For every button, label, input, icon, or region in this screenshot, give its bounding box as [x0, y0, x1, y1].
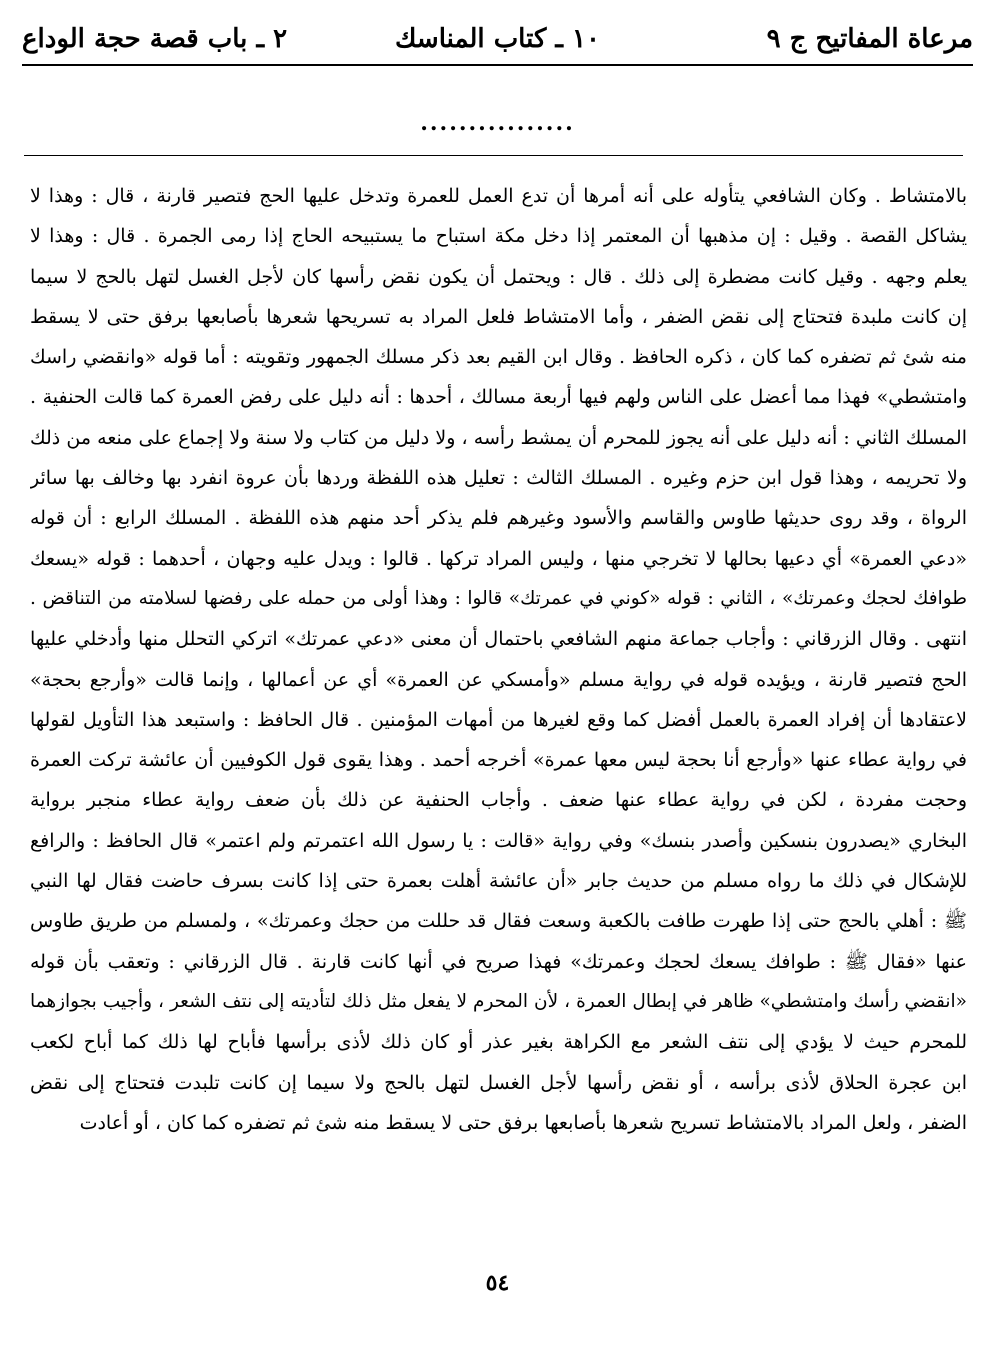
text-line-3: يعلم وجهه . وقيل كانت مضطرة إلى ذلك . قال : ويحتمل أن يكون نقض رأسها كان لأجل الغسل لتهل بالحج لا سيما	[30, 265, 967, 288]
text-line-21: «انقضي رأسك وامتشطي» ظاهر في إبطال العمرة ، لأن المحرم لا يفعل مثل ذلك لتأديته إلى نتف الشعر ، وأجيب بجوازهما	[30, 990, 967, 1012]
text-line-15: في رواية عطاء عنها «وأرجع أنا بحجة ليس معها عمرة» أخرجه أحمد . وهذا يقوى قول الكوفيين أن عائشة تركت العمرة	[30, 749, 967, 772]
text-line-12: انتهى . وقال الزرقاني : وأجاب جماعة منهم الشافعي باحتمال أن معنى «دعي عمرتك» اتركي التحلل منها وأدخلي عليها	[30, 628, 967, 651]
header-book-title: مرعاة المفاتيح ج ٩	[766, 24, 973, 54]
body-rule	[24, 155, 963, 156]
text-line-22: للمحرم حيث لا يؤدي إلى نتف الشعر مع الكراهة بغير عذر أو كان ذلك لأذى برأسها فأباح لها ذلك كما أباح لكعب	[30, 1031, 967, 1054]
text-line-4: إن كانت ملبدة فتحتاج إلى نقض الضفر ، وأما الامتشاط فلعل المراد به تسريحها شعرها بأصابعها برفق حتى لا يسقط	[30, 305, 967, 328]
text-line-13: الحج فتصير قارنة ، ويؤيده قوله في رواية مسلم «وأمسكي عن العمرة» أي عن أعمالها ، وإنما قالت «وأرجع بحجة»	[30, 668, 967, 691]
text-line-17: البخاري «يصدرون بنسكين وأصدر بنسك» وفي رواية «قالت : يا رسول الله اعتمرتم ولم اعتمر» قال الحافظ : والرافع	[30, 829, 967, 852]
running-header	[22, 18, 973, 62]
text-line-9: الرواة ، وقد روى حديثها طاوس والقاسم والأسود وغيرهم فلم يذكر أحد منهم هذه اللفظة . المسلك الرابع : أن قوله	[30, 507, 967, 530]
text-line-10: «دعي العمرة» أي دعيها بحالها لا تخرجي منها ، وليس المراد تركها . قالوا : ويدل عليه وجهان ، أحدهما : قوله «يسعك	[30, 547, 967, 570]
text-line-5: منه شئ ثم تضفره كما كان ، ذكره الحافظ . وقال ابن القيم بعد ذكر مسلك الجمهور وتقويته : أما قوله «وانقضي راسك	[30, 346, 967, 369]
text-line-2: يشاكل القصة . وقيل : إن مذهبها أن المعتمر إذا دخل مكة استباح ما يستبيحه الحاج إذا رمى الجمرة . قال : وهذا لا	[30, 225, 967, 248]
page-number: ٥٤	[485, 1270, 510, 1296]
header-book-chapter: ١٠ ـ كتاب المناسك	[395, 24, 600, 54]
text-line-19: ﷺ : أهلي بالحج حتى إذا طهرت طافت بالكعبة وسعت فقال قد حللت من حجك وعمرتك» ، ولمسلم من طريق طاوس	[30, 910, 967, 933]
header-section-title: ٢ ـ باب قصة حجة الوداع	[22, 24, 288, 54]
text-line-18: للإشكال في ذلك ما رواه مسلم من حديث جابر «أن عائشة أهلت بعمرة حتى إذا كانت بسرف حاضت فقال لها النبي	[30, 870, 967, 893]
text-line-23: ابن عجرة الحلاق لأذى برأسه ، أو نقض رأسها لأجل الغسل لتهل بالحج ولا سيما إن كانت تلبدت فتحتاج إلى نقض	[30, 1071, 967, 1094]
header-rule	[22, 64, 973, 66]
text-line-20: عنها «فقال ﷺ : طوافك يسعك لحجك وعمرتك» فهذا صريح في أنها كانت قارنة . قال الزرقاني : وتعقب بأن قوله	[30, 950, 967, 973]
dotted-separator: ................	[420, 110, 575, 136]
text-line-6: وامتشطي» فهذا مما أعضل على الناس ولهم فيها أربعة مسالك ، أحدها : أنه دليل على رفض العمرة كما قالت الحنفية .	[30, 386, 967, 409]
text-line-24: الضفر ، ولعل المراد بالامتشاط تسريح شعرها بأصابعها برفق حتى لا يسقط منه شئ ثم تضفره كما كان ، أو أعادت	[79, 1111, 967, 1134]
text-line-1: بالامتشاط . وكان الشافعي يتأوله على أنه أمرها أن تدع العمل للعمرة وتدخل عليها الحج فتصير قارنة ، قال : وهذا لا	[30, 185, 967, 207]
text-line-8: ولا تحريمه ، وهذا قول ابن حزم وغيره . المسلك الثالث : تعليل هذه اللفظة وردها بأن عروة انفرد بها وخالف بها سائر	[30, 467, 967, 490]
text-line-7: المسلك الثاني : أنه دليل على أنه يجوز للمحرم أن يمشط رأسه ، ولا دليل من كتاب ولا سنة ولا إجماع على منعه من ذلك	[30, 426, 967, 449]
text-line-11: طوافك لحجك وعمرتك» ، الثاني : قوله «كوني في عمرتك» قالوا : وهذا أولى من حمله على رفضها لسلامته من التناقض .	[30, 587, 967, 609]
body-text	[30, 176, 967, 1143]
text-line-16: وحجت مفردة ، لكن في رواية عطاء عنها ضعف . وأجاب الحنفية عن ذلك بأن ضعف رواية عطاء منجبر برواية	[30, 789, 967, 812]
text-line-14: لاعتقادها أن إفراد العمرة بالعمل أفضل كما وقع لغيرها من أمهات المؤمنين . قال الحافظ : واستبعد هذا التأويل لقولها	[30, 708, 967, 731]
